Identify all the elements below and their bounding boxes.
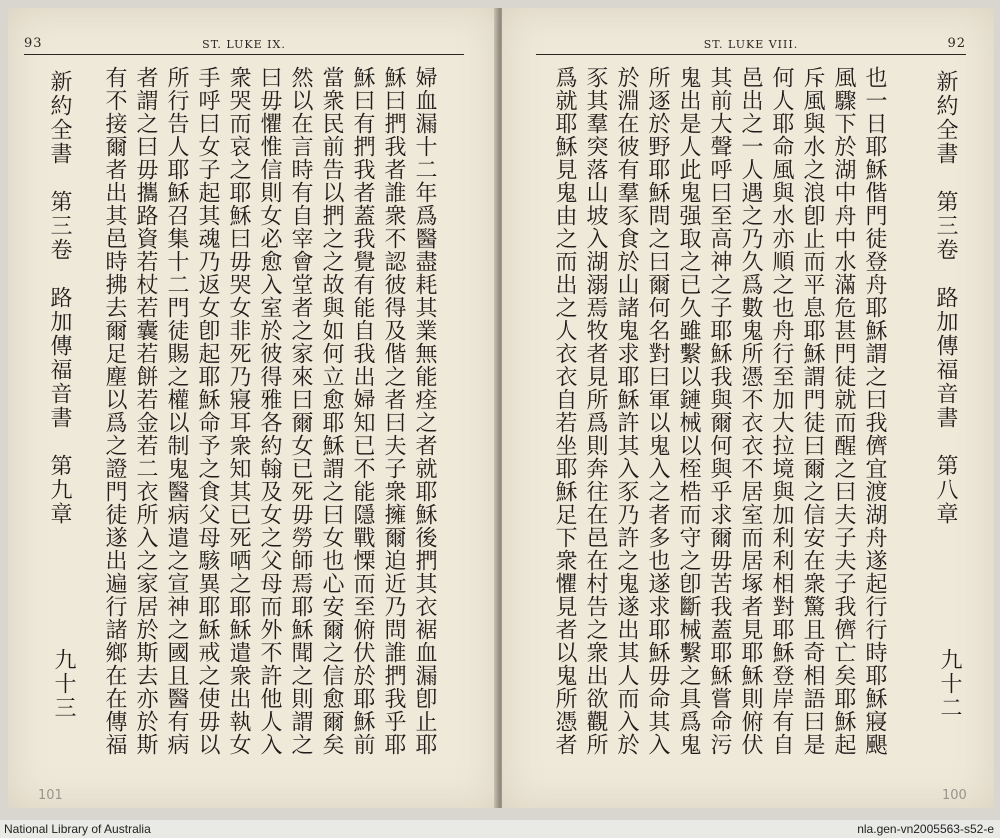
right-page <box>502 8 994 808</box>
right-page-number-chinese: 九十二 <box>937 648 962 720</box>
left-page-number: 93 <box>24 36 43 51</box>
right-running-head: ST. LUKE VIII. <box>703 38 799 51</box>
footer-identifier: nla.gen-vn2005563-s52-e <box>857 822 994 836</box>
left-body-text <box>100 66 440 756</box>
left-pencil-note: 101 <box>38 788 63 803</box>
right-title-column: 新約全書 第三卷 路加傳福音書 第八章 <box>933 70 958 526</box>
left-running-head: ST. LUKE IX. <box>202 38 286 51</box>
left-body-paragraph: 婦血漏十二年爲醫盡耗其業無能痊之者就耶穌後捫其衣裾血漏卽止耶穌曰捫我者誰衆不認彼得及偕之者曰夫子衆擁爾迫近乃問誰捫我乎耶穌曰有捫我者蓋我覺有能自我出婦知已不能隱戰慄而至俯伏於耶穌前當衆民前告以捫之之故與如何立愈耶穌謂之曰女也心安爾之信愈爾矣然以在言時有自宰會堂者之家來曰爾女已死毋勞師焉耶穌聞之則謂之曰毋懼惟信則女必愈入室於彼得雅各約翰及女之父母而外不許他人入衆哭而哀之耶穌曰毋哭女非死乃寢耳衆知其已死哂之耶穌遣衆出執女手呼曰女子起其魂乃返女卽起耶穌命予之食父母駭異耶穌戒之使毋以所行告人耶穌召集十二門徒賜之權以制鬼醫病遣之宣神之國且醫有病者謂之曰毋攜路資若杖若囊若餅若金若二衣所入之家居於斯去亦於斯有不接爾者出其邑時拂去爾足塵以爲之證門徒遂出遍行諸鄉在在傳福 <box>102 66 437 756</box>
right-page-number: 92 <box>947 36 966 51</box>
footer-credit: National Library of Australia <box>4 822 151 836</box>
right-body-text <box>546 66 890 756</box>
left-page <box>8 8 498 808</box>
right-page-header <box>536 34 966 55</box>
left-page-header <box>24 34 464 55</box>
left-title-column: 新約全書 第三卷 路加傳福音書 第九章 <box>47 70 72 526</box>
right-body-paragraph: 也一日耶穌偕門徒登舟耶穌謂之曰我儕宜渡湖舟遂起行行時耶穌寢颶風驟下於湖中舟中水滿危甚門徒就而醒之曰夫子夫子我儕亡矣耶穌起斥風與水之浪卽止而平息耶穌謂門徒曰爾之信安在衆驚且奇相語曰是何人耶命風與水亦順之也舟行至加大拉境與加利利相對耶穌登岸有自邑出之一人遇之乃久爲數鬼所憑不衣衣不居室而居塚者見耶穌則俯伏其前大聲呼曰至高神之子耶穌我與爾何與乎求爾毋苦我蓋耶穌嘗命污鬼出是人此鬼强取之已久雖繫以鏈械以桎梏而守之卽斷械繫之具爲鬼所逐於野耶穌問之曰爾何名對曰軍以鬼入之者多也遂求耶穌毋命其入於淵在彼有羣豕食於山諸鬼求耶穌許其入豕乃許之鬼遂出其人而入於豕其羣突落山坡入湖溺焉牧者見所爲則奔往在邑在村告之衆出欲觀所爲就耶穌見鬼由之而出之人衣衣自若坐耶穌足下衆懼見者以鬼所憑者 <box>552 66 887 756</box>
archive-footer <box>0 820 1000 838</box>
right-pencil-note: 100 <box>942 788 967 803</box>
left-page-number-chinese: 九十三 <box>51 648 76 720</box>
